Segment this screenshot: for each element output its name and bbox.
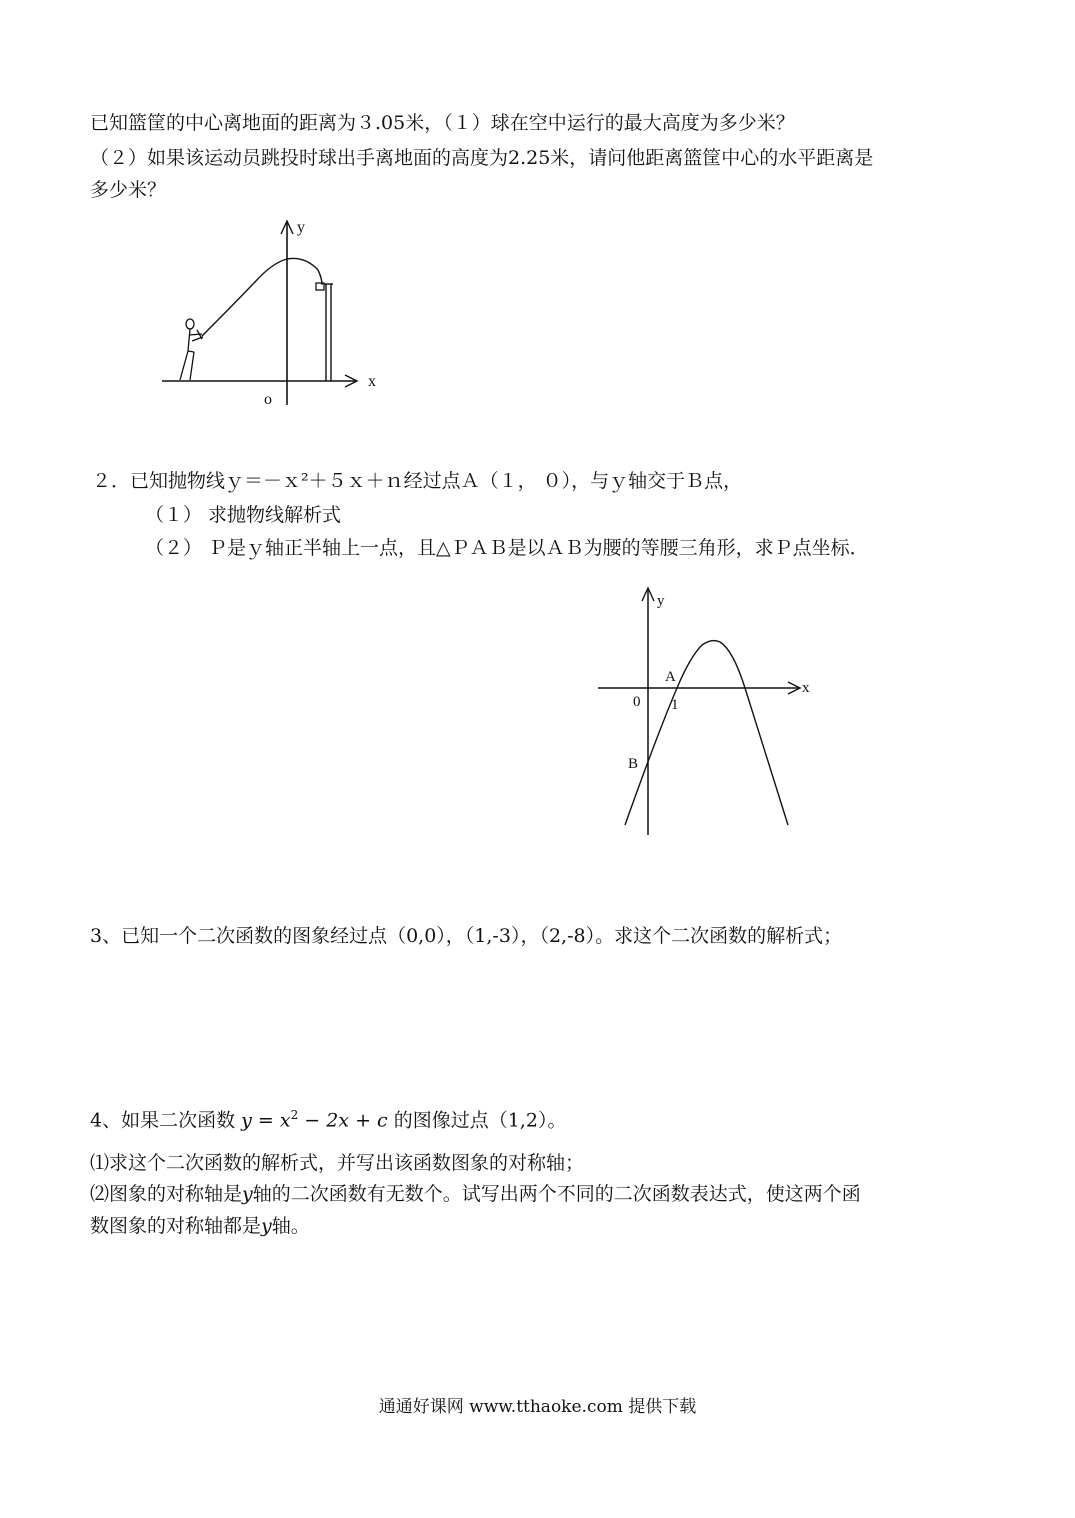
problem4-part2-cont: [90, 1213, 310, 1239]
parabola-figure: [595, 585, 820, 840]
fig2-y-label: y: [657, 593, 665, 609]
problem3-line1: 3、已知一个二次函数的图象经过点（0,0），（1,-3），（2,-8）。求这个二次函数的解析式；: [90, 925, 843, 947]
problem4-part1: ⑴求这个二次函数的解析式，并写出该函数图象的对称轴；: [90, 1152, 585, 1174]
player-icon: [180, 319, 203, 380]
problem2-part1: （１） 求抛物线解析式: [145, 504, 342, 526]
point-b-label: B: [628, 756, 639, 772]
fig1-y-label: y: [297, 219, 305, 236]
problem2-part2: （２） Ｐ是ｙ轴正半轴上一点，且△ＰＡＢ是以ＡＢ为腰的等腰三角形，求Ｐ点坐标．: [145, 537, 869, 559]
part2-y-2: y: [261, 1215, 272, 1237]
formula-x: x: [279, 1109, 291, 1132]
fig1-origin-label: o: [264, 391, 272, 408]
page-footer: 通通好课网 www.tthaoke.com 提供下载: [378, 1397, 697, 1417]
part2-text-d: 轴。: [271, 1215, 310, 1237]
formula-eq: =: [251, 1109, 280, 1132]
point-one-label: 1: [671, 697, 679, 713]
part2-text-c: 数图象的对称轴都是: [90, 1215, 262, 1237]
problem4-part2: [90, 1181, 861, 1207]
point-a-label: A: [665, 669, 676, 685]
formula-y: y: [241, 1109, 252, 1132]
part2-y: y: [242, 1183, 253, 1205]
problem1-line2: （２）如果该运动员跳投时球出手离地面的高度为2.25米，请问他距离篮筐中心的水平距离是: [90, 147, 874, 169]
hoop-icon: [316, 283, 324, 290]
part2-text-b: 轴的二次函数有无数个。试写出两个不同的二次函数表达式，使这两个函: [252, 1183, 861, 1205]
fig2-origin-label: 0: [633, 694, 641, 710]
problem4-prefix: 4、如果二次函数: [90, 1109, 236, 1132]
problem1-line3: 多少米？: [90, 179, 167, 201]
fig2-x-label: x: [802, 680, 810, 696]
parabola-curve: [625, 641, 788, 825]
ball-trajectory: [202, 258, 322, 336]
basketball-figure: [150, 210, 400, 415]
problem4-line1: [90, 1102, 566, 1133]
problem4-suffix: 的图像过点（1,2）。: [393, 1109, 567, 1132]
part2-text-a: ⑵图象的对称轴是: [90, 1183, 243, 1205]
formula-sup: 2: [290, 1108, 299, 1122]
formula-rest: − 2x + c: [298, 1109, 388, 1132]
problem1-line1: 已知篮筐的中心离地面的距离为３.05米，（１）球在空中运行的最大高度为多少米？: [90, 112, 795, 134]
problem2-line1: ２．已知抛物线ｙ＝－ｘ²＋５ｘ＋ｎ经过点Ａ（１， ０），与ｙ轴交于Ｂ点，: [92, 470, 743, 492]
fig1-x-label: x: [368, 373, 376, 390]
